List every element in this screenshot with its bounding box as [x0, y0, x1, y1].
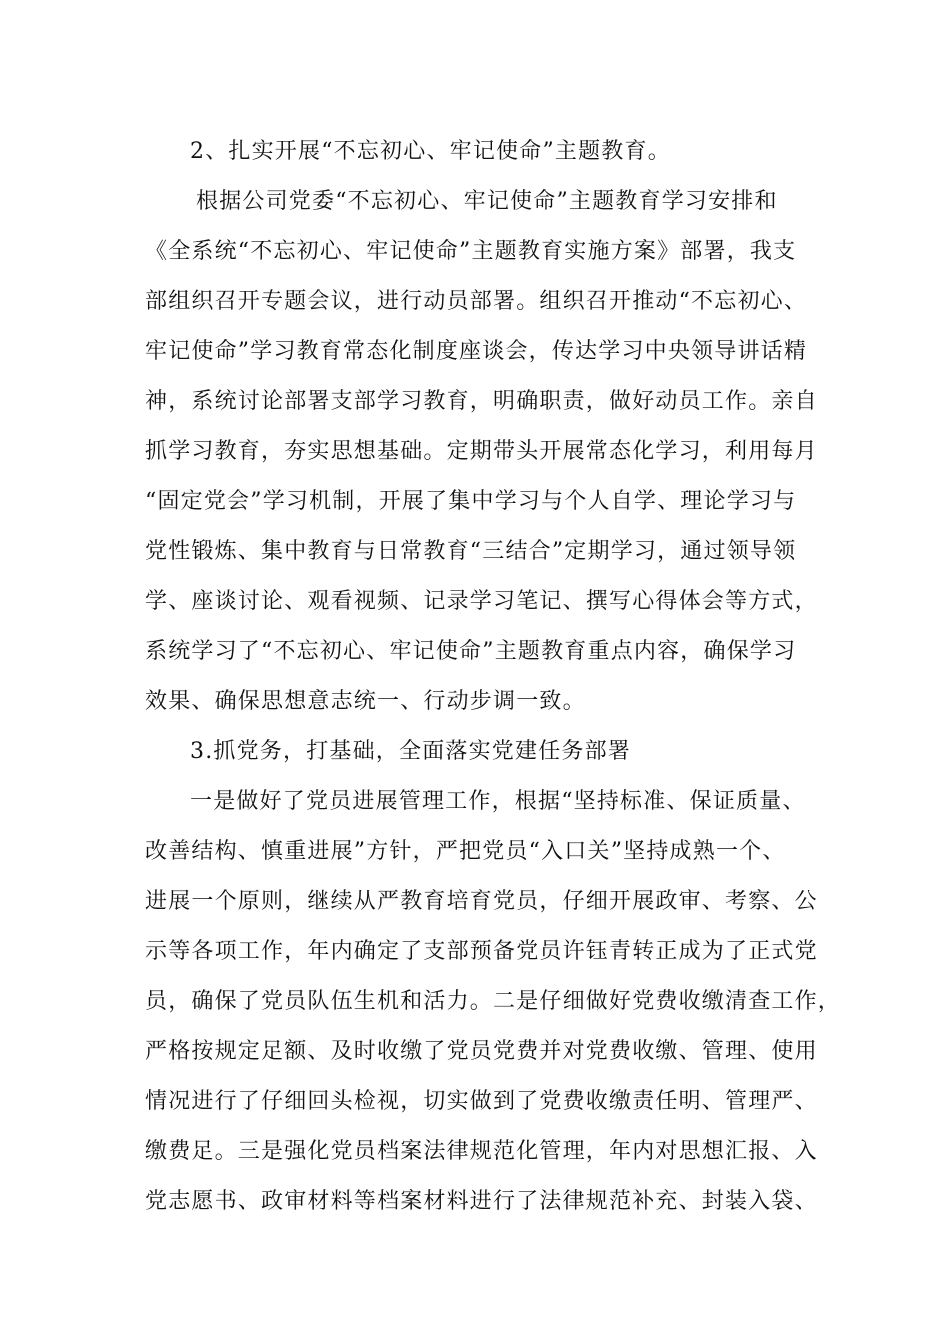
paragraph-line: 神，系统讨论部署支部学习教育，明确职责，做好动员工作。亲自: [145, 389, 818, 414]
paragraph-line: 员，确保了党员队伍生机和活力。二是仔细做好党费收缴清查工作，: [145, 989, 842, 1014]
paragraph-line: 牢记使命”学习教育常态化制度座谈会，传达学习中央领导讲话精: [145, 339, 808, 364]
paragraph-line: 系统学习了“不忘初心、牢记使命”主题教育重点内容，确保学习: [145, 639, 797, 664]
paragraph-line: 一是做好了党员进展管理工作，根据“坚持标准、保证质量、: [190, 789, 806, 814]
section-heading-2: 2、扎实开展“不忘初心、牢记使命”主题教育。: [190, 139, 671, 164]
paragraph-line: 抓学习教育，夯实思想基础。定期带头开展常态化学习，利用每月: [145, 439, 818, 464]
paragraph-line: 示等各项工作，年内确定了支部预备党员许钰青转正成为了正式党: [145, 939, 818, 964]
paragraph-line: 《全系统“不忘初心、牢记使命”主题教育实施方案》部署，我支: [145, 239, 797, 264]
paragraph-line: 缴费足。三是强化党员档案法律规范化管理，年内对思想汇报、入: [145, 1139, 818, 1164]
paragraph-line: 部组织召开专题会议，进行动员部署。组织召开推动“不忘初心、: [145, 289, 808, 314]
paragraph-line: 根据公司党委“不忘初心、牢记使命”主题教育学习安排和: [196, 189, 778, 214]
paragraph-line: 改善结构、慎重进展”方针，严把党员“入口关”坚持成熟一个、: [145, 839, 786, 864]
paragraph-line: 进展一个原则，继续从严教育培育党员，仔细开展政审、考察、公: [145, 889, 818, 914]
paragraph-line: 学、座谈讨论、观看视频、记录学习笔记、撰写心得体会等方式，: [145, 589, 818, 614]
paragraph-line: 党性锻炼、集中教育与日常教育“三结合”定期学习，通过领导领: [145, 539, 797, 564]
paragraph-line: 党志愿书、政审材料等档案材料进行了法律规范补充、封装入袋、: [145, 1189, 818, 1214]
section-heading-3: 3.抓党务，打基础，全面落实党建任务部署: [190, 739, 631, 764]
paragraph-line: “固定党会”学习机制，开展了集中学习与个人自学、理论学习与: [145, 489, 797, 514]
paragraph-line: 效果、确保思想意志统一、行动步调一致。: [145, 689, 586, 714]
paragraph-line: 情况进行了仔细回头检视，切实做到了党费收缴责任明、管理严、: [145, 1089, 818, 1114]
paragraph-line: 严格按规定足额、及时收缴了党员党费并对党费收缴、管理、使用: [145, 1039, 818, 1064]
